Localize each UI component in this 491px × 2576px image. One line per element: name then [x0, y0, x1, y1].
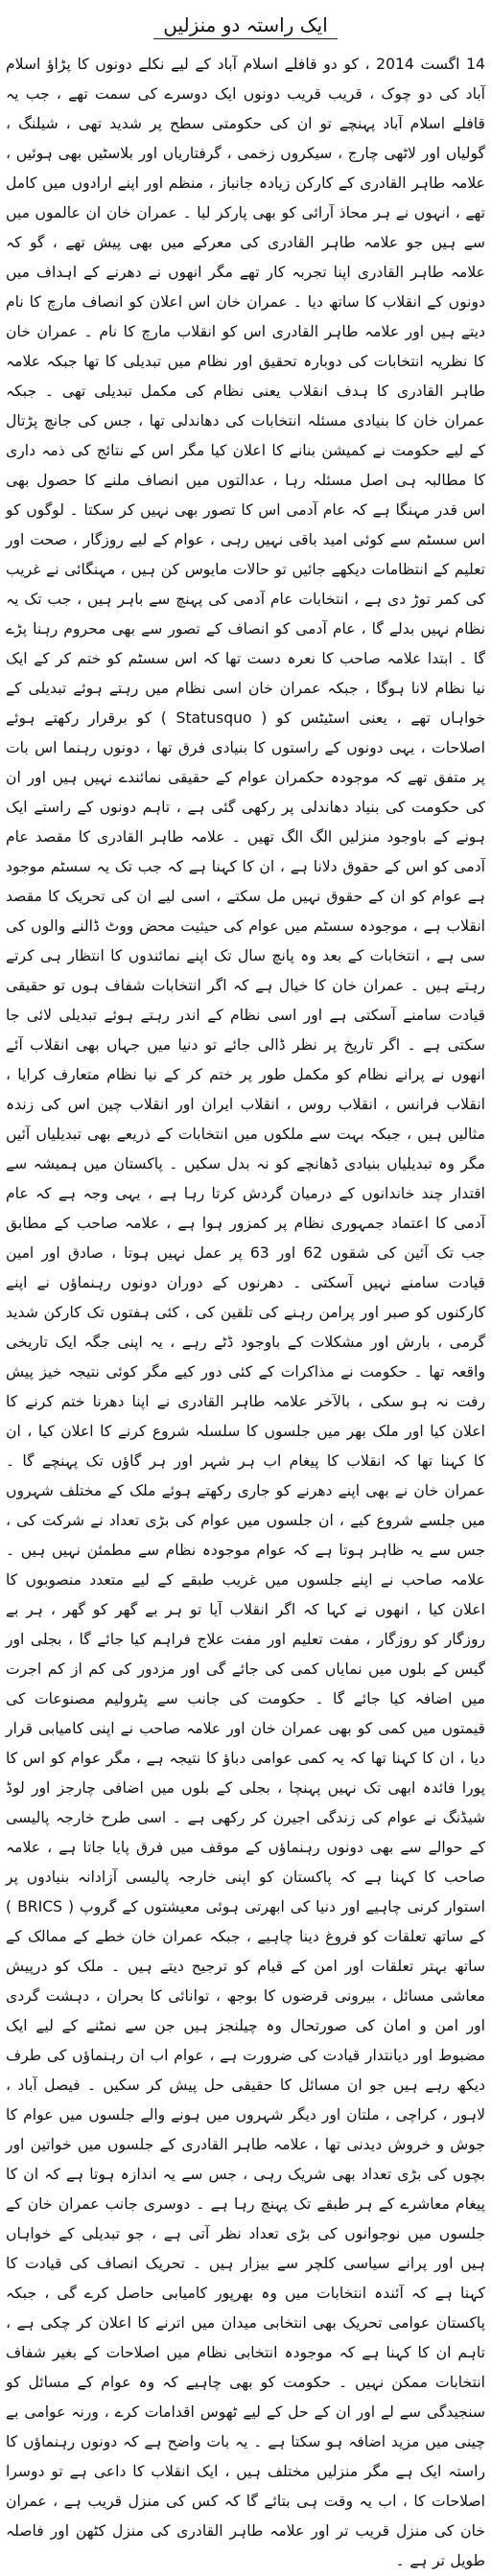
title-container: [6, 4, 485, 48]
article-body: 14 اگست 2014 ، کو دو قافلے اسلام آباد کے لیے نکلے دونوں کا پڑاؤ اسلام آباد کی دو چوک ، قریب قریب دونوں ایک دوسرے کی سمت تھے ، جب یہ قافلے اسلام آباد پہنچے تو ان کی حکومتی سطح پر شدید تھی ، شیلنگ ، گولیاں اور لاٹھی چارج ، سیکروں زخمی ، گرفتاریاں اور بلاسٹیں بھی ہوئیں ، علامہ طاہر القادری کے کارکن زیادہ جانباز ، منظم اور اپنے ارادوں میں کامل تھے ، انہوں نے ہر محاذ آرائی کو بھی پارکر لیا ۔ عمران خان ان عالموں میں سے ہیں جو علامہ طاہر القادری کی معرکے میں بھی پیش تھے ، گو کہ علامہ طاہر القادری اپنا تجربہ کار تھے مگر انھوں نے دھرنے کے اہداف میں دونوں کے انقلاب کا ساتھ دیا ۔ عمران خان اس اعلان کو انصاف مارچ کا نام دیتے ہیں اور علامہ طاہر القادری اس کو انقلاب مارچ کا نام ۔ عمران خان کا نظریہ انتخابات کی دوبارہ تحقیق اور نظام میں تبدیلی کا تھا جبکہ علامہ طاہر القادری کا ہدف انقلاب یعنی نظام کی مکمل تبدیلی تھی ۔ جبکہ عمران خان کا بنیادی مسئلہ انتخابات کی دھاندلی تھا ، جس کی جانچ پڑتال کے لیے حکومت نے کمیشن بنانے کا اعلان کیا مگر اس کے نتائج کی ذمہ داری کا مطالبہ ہی اصل مسئلہ رہا ، عدالتوں میں انصاف ملنے کا حصول بھی اس قدر مہنگا ہے کہ عام آدمی اس کا تصور بھی نہیں کر سکتا ۔ لوگوں کو اس سسٹم سے کوئی امید باقی نہیں رہی ، عوام کے لیے روزگار ، صحت اور تعلیم کے انتظامات دیکھے جائیں تو حالات مایوس کن ہیں ، مہنگائی نے غریب کی کمر توڑ دی ہے ، انتخابات عام آدمی کی پہنچ سے باہر ہیں ، جب تک یہ نظام نہیں بدلے گا ، عام آدمی کو انصاف کے تصور سے بھی محروم رہنا پڑے گا ۔ ابتدا علامہ صاحب کا نعرہ دست تھا کہ اس سسٹم کو ختم کر کے ایک نیا نظام لانا ہوگا ، جبکہ عمران خان اسی نظام میں رہتے ہوئے تبدیلی کے خواہاں تھے ، یعنی اسٹیٹس کو ( Statusquo ) کو برقرار رکھتے ہوئے اصلاحات ، یہی دونوں کے راستوں کا بنیادی فرق تھا ، دونوں رہنما اس بات پر متفق تھے کہ موجودہ حکمران عوام کے حقیقی نمائندے نہیں ہیں اور ان کی حکومت کی بنیاد دھاندلی پر رکھی گئی ہے ، تاہم دونوں کے راستے ایک ہونے کے باوجود منزلیں الگ الگ تھیں ۔ علامہ طاہر القادری کا مقصد عام آدمی کو اس کے حقوق دلانا ہے ، ان کا کہنا ہے کہ جب تک یہ سسٹم موجود ہے عوام کو ان کے حقوق نہیں مل سکتے ، اسی لیے ان کی تحریک کا مقصد انقلاب ہے ، موجودہ سسٹم میں عوام کی حیثیت محض ووٹ ڈالنے والوں کی سی ہے ، انتخابات کے بعد وہ پانچ سال تک اپنے نمائندوں کا انتظار ہی کرتے رہتے ہیں ۔ عمران خان کا خیال ہے کہ اگر انتخابات شفاف ہوں تو حقیقی قیادت سامنے آسکتی ہے اور اسی نظام کے اندر رہتے ہوئے تبدیلی لائی جا سکتی ہے ۔ اگر تاریخ پر نظر ڈالی جائے تو دنیا میں جہاں بھی انقلاب آئے انھوں نے پرانے نظام کو مکمل طور پر ختم کر کے نیا نظام متعارف کرایا ، انقلاب فرانس ، انقلاب روس ، انقلاب ایران اور انقلاب چین اس کی زندہ مثالیں ہیں ، جبکہ بہت سے ملکوں میں انتخابات کے ذریعے بھی تبدیلیاں آئیں مگر وہ تبدیلیاں بنیادی ڈھانچے کو نہ بدل سکیں ۔ پاکستان میں ہمیشہ سے اقتدار چند خاندانوں کے درمیان گردش کرتا رہا ہے ، یہی وجہ ہے کہ عام آدمی کا اعتماد جمہوری نظام پر کمزور ہوا ہے ، علامہ صاحب کے مطابق جب تک آئین کی شقوں 62 اور 63 پر عمل نہیں ہوتا ، صادق اور امین قیادت سامنے نہیں آسکتی ۔ دھرنوں کے دوران دونوں رہنماؤں نے اپنے کارکنوں کو صبر اور پرامن رہنے کی تلقین کی ، کئی ہفتوں تک کارکن شدید گرمی ، بارش اور مشکلات کے باوجود ڈٹے رہے ، یہ اپنی جگہ ایک تاریخی واقعہ تھا ۔ حکومت نے مذاکرات کے کئی دور کیے مگر کوئی نتیجہ خیز پیش رفت نہ ہو سکی ، بالآخر علامہ طاہر القادری نے اپنا دھرنا ختم کرنے کا اعلان کیا اور ملک بھر میں جلسوں کا سلسلہ شروع کرنے کا اعلان کیا ، ان کا کہنا تھا کہ انقلاب کا پیغام اب ہر شہر اور ہر گاؤں تک پہنچے گا ۔ عمران خان نے بھی اپنے دھرنے کو جاری رکھتے ہوئے ملک کے مختلف شہروں میں جلسے شروع کیے ، ان جلسوں میں عوام کی بڑی تعداد نے شرکت کی ، جس سے یہ ظاہر ہوتا ہے کہ عوام موجودہ نظام سے مطمئن نہیں ہیں ۔ علامہ صاحب نے اپنے جلسوں میں غریب طبقے کے لیے متعدد منصوبوں کا اعلان کیا ، انھوں نے کہا کہ اگر انقلاب آیا تو ہر بے گھر کو گھر ، ہر بے روزگار کو روزگار ، مفت تعلیم اور مفت علاج فراہم کیا جائے گا ، بجلی اور گیس کے بلوں میں نمایاں کمی کی جائے گی اور مزدور کی کم از کم اجرت میں اضافہ کیا جائے گا ۔ حکومت کی جانب سے پٹرولیم مصنوعات کی قیمتوں میں کمی کو بھی عمران خان اور علامہ صاحب نے اپنی کامیابی قرار دیا ، ان کا کہنا تھا کہ یہ کمی عوامی دباؤ کا نتیجہ ہے ، مگر عوام کو اس کا پورا فائدہ ابھی تک نہیں پہنچا ، بجلی کے بلوں میں اضافی چارجز اور لوڈ شیڈنگ نے عوام کی زندگی اجیرن کر رکھی ہے ۔ اسی طرح خارجہ پالیسی کے حوالے سے بھی دونوں رہنماؤں کے موقف میں فرق پایا جاتا ہے ، علامہ صاحب کا کہنا ہے کہ پاکستان کو اپنی خارجہ پالیسی آزادانہ بنیادوں پر استوار کرنی چاہیے اور دنیا کی ابھرتی ہوئی معیشتوں کے گروپ ( BRICS ) کے ساتھ تعلقات کو فروغ دینا چاہیے ، جبکہ عمران خان خطے کے ممالک کے ساتھ بہتر تعلقات اور امن کے قیام کو ترجیح دیتے ہیں ۔ ملک کو درپیش معاشی مسائل ، بیرونی قرضوں کا بوجھ ، توانائی کا بحران ، دہشت گردی اور امن و امان کی صورتحال وہ چیلنجز ہیں جن سے نمٹنے کے لیے ایک مضبوط اور دیانتدار قیادت کی ضرورت ہے ، عوام اب ان رہنماؤں کی طرف دیکھ رہے ہیں جو ان مسائل کا حقیقی حل پیش کر سکیں ۔ فیصل آباد ، لاہور ، کراچی ، ملتان اور دیگر شہروں میں ہونے والے جلسوں میں عوام کا جوش و خروش دیدنی تھا ، علامہ طاہر القادری کے جلسوں میں خواتین اور بچوں کی بڑی تعداد بھی شریک رہی ، جس سے یہ اندازہ ہوتا ہے کہ ان کا پیغام معاشرے کے ہر طبقے تک پہنچ رہا ہے ۔ دوسری جانب عمران خان کے جلسوں میں نوجوانوں کی بڑی تعداد نظر آتی ہے ، جو تبدیلی کے خواہاں ہیں اور پرانے سیاسی کلچر سے بیزار ہیں ۔ تحریک انصاف کی قیادت کا کہنا ہے کہ آئندہ انتخابات میں وہ بھرپور کامیابی حاصل کرے گی ، جبکہ پاکستان عوامی تحریک بھی انتخابی میدان میں اترنے کا اعلان کر چکی ہے ، تاہم ان کا کہنا ہے کہ موجودہ انتخابی نظام میں اصلاحات کے بغیر شفاف انتخابات ممکن نہیں ۔ حکومت کو بھی چاہیے کہ وہ عوام کے مسائل کو سنجیدگی سے لے اور ان کے حل کے لیے ٹھوس اقدامات کرے ، ورنہ عوامی بے چینی میں مزید اضافہ ہو سکتا ہے ۔ یہ بات واضح ہے کہ دونوں رہنماؤں کا راستہ ایک ہے مگر منزلیں مختلف ہیں ، ایک انقلاب کا داعی ہے تو دوسرا اصلاحات کا ، اب یہ وقت ہی بتائے گا کہ کس کی منزل قریب ہے ، عمران خان کی منزل قریب تر اور علامہ طاہر القادری کی منزل کٹھن اور فاصلہ طویل تر ہے ۔: [6, 56, 486, 2569]
article-title: ایک راستہ دو منزلیں: [153, 13, 338, 39]
